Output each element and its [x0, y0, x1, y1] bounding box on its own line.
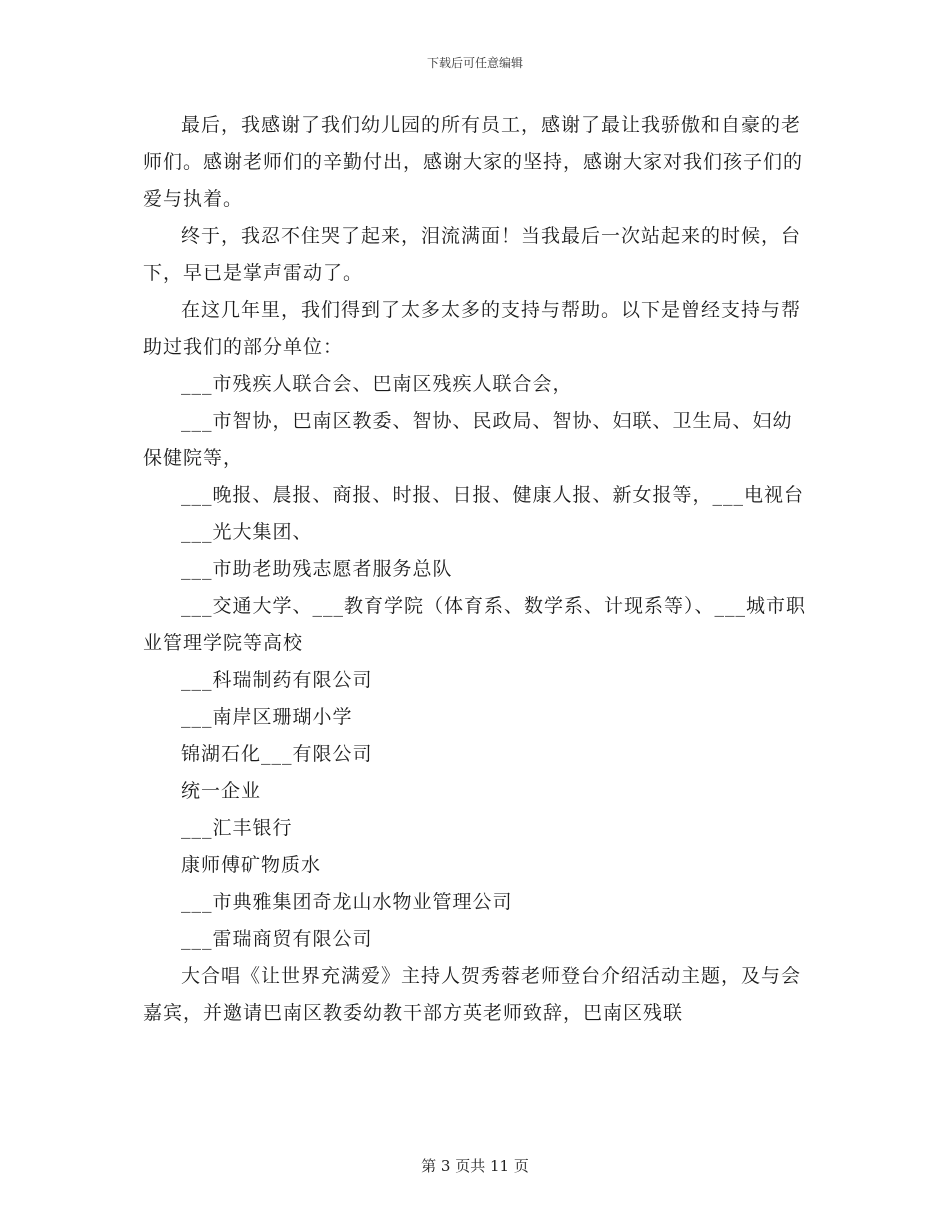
paragraph: ___汇丰银行 — [181, 817, 293, 839]
paragraph: 锦湖石化___有限公司 — [181, 743, 373, 765]
document-body — [143, 107, 808, 1032]
paragraph: 终于，我忍不住哭了起来，泪流满面！当我最后一次站起来的时候，台下，早已是掌声雷动了。 — [143, 225, 802, 284]
paragraph: ___晚报、晨报、商报、时报、日报、健康人报、新女报等，___电视台 — [181, 484, 805, 506]
paragraph: 康师傅矿物质水 — [181, 854, 322, 876]
paragraph: 大合唱《让世界充满爱》主持人贺秀蓉老师登台介绍活动主题，及与会嘉宾，并邀请巴南区教委幼教干部方英老师致辞，巴南区残联 — [143, 965, 802, 1024]
paragraph: 最后，我感谢了我们幼儿园的所有员工，感谢了最让我骄傲和自豪的老师们。感谢老师们的辛勤付出，感谢大家的坚持，感谢大家对我们孩子们的爱与执着。 — [143, 114, 804, 210]
paragraph: ___光大集团、 — [181, 521, 313, 543]
page-footer: 第 3 页共 11 页 — [421, 1157, 529, 1175]
paragraph: ___市智协，巴南区教委、智协、民政局、智协、妇联、卫生局、妇幼保健院等， — [143, 410, 793, 469]
paragraph: ___科瑞制药有限公司 — [181, 669, 373, 691]
paragraph: 在这几年里，我们得到了太多太多的支持与帮助。以下是曾经支持与帮助过我们的部分单位： — [143, 299, 802, 358]
paragraph: ___交通大学、___教育学院（体育系、数学系、计现系等）、___城市职业管理学院等高校 — [143, 595, 807, 654]
paragraph: ___雷瑞商贸有限公司 — [181, 928, 373, 950]
paragraph: ___南岸区珊瑚小学 — [181, 706, 353, 728]
paragraph: 统一企业 — [181, 780, 262, 802]
page-header: 下载后可任意编辑 — [426, 56, 523, 70]
paragraph: ___市残疾人联合会、巴南区残疾人联合会， — [181, 373, 573, 395]
paragraph: ___市典雅集团奇龙山水物业管理公司 — [181, 891, 513, 913]
paragraph: ___市助老助残志愿者服务总队 — [181, 558, 453, 580]
